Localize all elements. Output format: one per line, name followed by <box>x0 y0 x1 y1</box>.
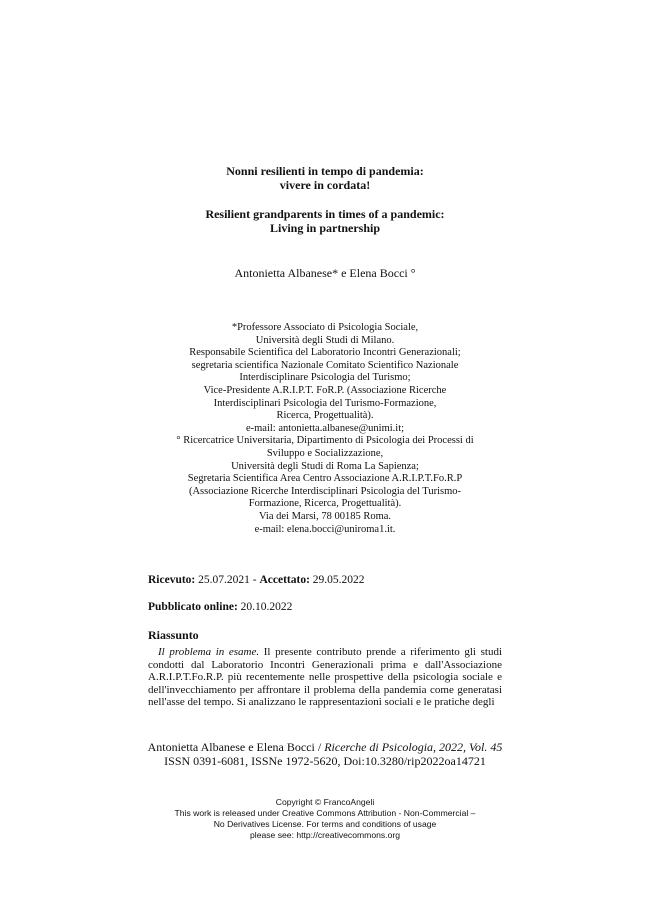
abstract-heading: Riassunto <box>148 628 199 642</box>
citation-journal: Ricerche di Psicologia, 2022, Vol. 45 <box>324 740 503 754</box>
citation-authors: Antonietta Albanese e Elena Bocci / <box>147 740 322 754</box>
email-link-bocci[interactable]: e-mail: elena.bocci@uniroma1.it. <box>254 523 396 535</box>
citation-line-1 <box>0 740 650 754</box>
affiliation-line: Interdisciplinare Psicologia del Turismo; <box>239 372 411 384</box>
abstract-text: Il presente contributo prende a riferimento gli studi condotti dal Laboratorio Incontri Generazionali prima e dall'Associazione A.R.I.P.T.Fo.R.P. più recentemente nelle prospettive della psicologia sociale e dell'invecchiamento per affrontare il problema della pandemia come generatasi nell'asse del tempo. Si analizzano le rappresentazioni sociali e le pratiche degli <box>148 646 502 708</box>
affiliation-line: segretaria scientifica Nazionale Comitato Scientifico Nazionale <box>191 359 459 371</box>
email-link-albanese[interactable]: e-mail: antonietta.albanese@unimi.it; <box>245 422 405 434</box>
affiliation-line: Università degli Studi di Milano. <box>255 334 395 346</box>
abstract-lead: Il problema in esame. <box>158 646 260 658</box>
abstract-body <box>148 646 502 709</box>
title-en-line-2: Living in partnership <box>269 221 381 235</box>
affiliation-line: Segretaria Scientifica Area Centro Associazione A.R.I.P.T.Fo.R.P <box>187 473 463 485</box>
published-label: Pubblicato online: <box>148 601 238 613</box>
affiliation-line: Formazione, Ricerca, Progettualità). <box>248 498 402 510</box>
published-date <box>148 600 292 614</box>
received-label: Ricevuto: <box>148 574 196 586</box>
license-line: No Derivatives License. For terms and conditions of usage <box>213 819 437 829</box>
affiliations-block <box>0 322 650 536</box>
affiliation-line: Interdisciplinari Psicologia del Turismo-Formazione, <box>213 397 437 409</box>
authors-line: Antonietta Albanese* e Elena Bocci ° <box>234 266 416 280</box>
affiliation-line: Responsabile Scientifica del Laboratorio Incontri Generazionali; <box>189 347 461 359</box>
affiliation-line: Università degli Studi di Roma La Sapienza; <box>231 460 419 472</box>
received-value: 25.07.2021 - <box>198 574 257 586</box>
affiliation-line: Sviluppo e Socializzazione, <box>266 447 384 459</box>
article-title-italian <box>0 164 650 192</box>
received-accepted-dates <box>148 573 365 587</box>
published-value: 20.10.2022 <box>240 601 293 613</box>
affiliation-line: Ricerca, Progettualità). <box>276 410 374 422</box>
copyright-notice <box>0 797 650 841</box>
accepted-label: Accettato: <box>259 574 310 586</box>
title-it-line-2: vivere in cordata! <box>279 178 371 192</box>
accepted-value: 29.05.2022 <box>312 574 365 586</box>
copyright-line: Copyright © FrancoAngeli <box>275 797 375 807</box>
license-line: This work is released under Creative Commons Attribution - Non-Commercial – <box>174 808 476 818</box>
journal-citation <box>0 740 650 768</box>
license-link[interactable]: please see: http://creativecommons.org <box>250 830 400 840</box>
citation-issn-doi: ISSN 0391-6081, ISSNe 1972-5620, Doi:10.3280/rip2022oa14721 <box>164 754 486 768</box>
title-en-line-1: Resilient grandparents in times of a pandemic: <box>205 207 445 221</box>
affiliation-line: ° Ricercatrice Universitaria, Dipartimento di Psicologia dei Processi di <box>176 435 474 447</box>
affiliation-line: Via dei Marsi, 78 00185 Roma. <box>258 510 392 522</box>
article-title-english <box>0 207 650 235</box>
affiliation-line: *Professore Associato di Psicologia Sociale, <box>231 322 419 333</box>
title-it-line-1: Nonni resilienti in tempo di pandemia: <box>226 164 424 178</box>
affiliation-line: (Associazione Ricerche Interdisciplinari Psicologia del Turismo- <box>188 485 462 497</box>
affiliation-line: Vice-Presidente A.R.I.P.T. FoR.P. (Associazione Ricerche <box>203 384 447 396</box>
